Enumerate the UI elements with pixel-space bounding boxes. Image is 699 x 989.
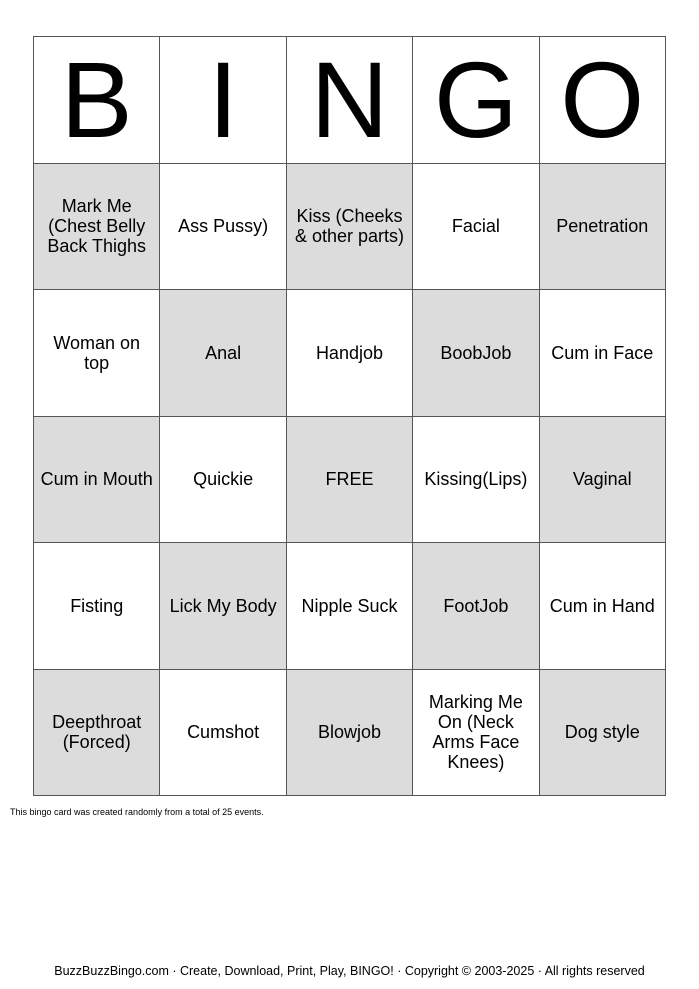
bingo-cell: Cumshot [160,669,286,796]
bingo-cell: Deepthroat (Forced) [34,669,160,796]
bingo-cell: Kiss (Cheeks & other parts) [286,163,412,290]
bingo-row [34,416,666,543]
header-letter-b: B [34,37,160,164]
bingo-cell: Mark Me (Chest Belly Back Thighs [34,163,160,290]
generation-note: This bingo card was created randomly from a total of 25 events. [10,807,264,817]
bingo-cell: Quickie [160,416,286,543]
bingo-cell: BoobJob [413,290,539,417]
bingo-header-row [34,37,666,164]
bingo-cell: Vaginal [539,416,665,543]
bingo-cell: Marking Me On (Neck Arms Face Knees) [413,669,539,796]
bingo-cell: Cum in Face [539,290,665,417]
bingo-row [34,669,666,796]
bingo-cell: Anal [160,290,286,417]
bingo-cell: Blowjob [286,669,412,796]
header-letter-n: N [286,37,412,164]
bingo-card [33,36,666,796]
bingo-cell: Kissing(Lips) [413,416,539,543]
bingo-row [34,290,666,417]
bingo-cell: Lick My Body [160,543,286,670]
bingo-cell: Woman on top [34,290,160,417]
bingo-cell: Dog style [539,669,665,796]
bingo-cell: Fisting [34,543,160,670]
bingo-cell: FootJob [413,543,539,670]
header-letter-o: O [539,37,665,164]
bingo-cell: Ass Pussy) [160,163,286,290]
site-footer: BuzzBuzzBingo.com · Create, Download, Print, Play, BINGO! · Copyright © 2003-2025 · All rights reserved [54,964,645,978]
bingo-cell: Penetration [539,163,665,290]
bingo-cell: Facial [413,163,539,290]
header-letter-g: G [413,37,539,164]
bingo-cell: Nipple Suck [286,543,412,670]
bingo-row [34,163,666,290]
free-space-cell: FREE [286,416,412,543]
bingo-cell: Handjob [286,290,412,417]
bingo-cell: Cum in Mouth [34,416,160,543]
bingo-cell: Cum in Hand [539,543,665,670]
header-letter-i: I [160,37,286,164]
bingo-row [34,543,666,670]
